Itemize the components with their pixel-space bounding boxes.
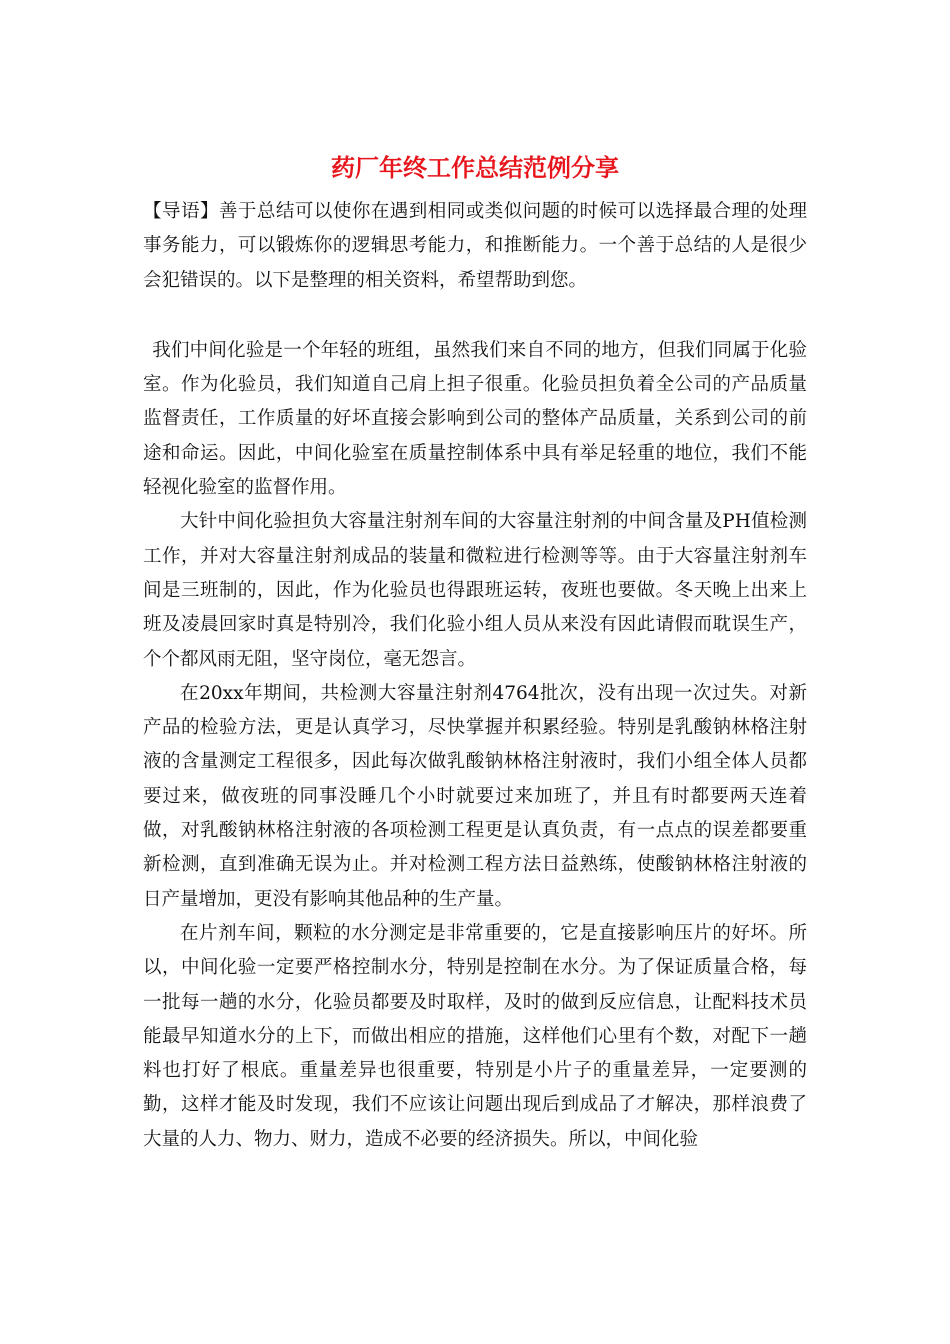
document-title: 药厂年终工作总结范例分享 [331,153,619,182]
intro-paragraph: 【导语】善于总结可以使你在遇到相同或类似问题的时候可以选择最合理的处理事务能力，可以锻炼你的逻辑思考能力，和推断能力。一个善于总结的人是很少会犯错误的。以下是整理的相关资料，希望帮助到您。 [143,201,807,291]
body-paragraph-4: 在片剂车间，颗粒的水分测定是非常重要的，它是直接影响压片的好坏。所以，中间化验一定要严格控制水分，特别是控制在水分。为了保证质量合格，每一批每一趟的水分，化验员都要及时取样，及时的做到反应信息，让配料技术员能最早知道水分的上下，而做出相应的措施，这样他们心里有个数，对配下一趟料也打好了根底。重量差异也很重要，特别是小片子的重量差异，一定要测的勤，这样才能及时发现，我们不应该让问题出现后到成品了才解决，那样浪费了大量的人力、物力、财力，造成不必要的经济损失。所以，中间化验 [143,922,807,1150]
body-paragraph-1: 我们中间化验是一个年轻的班组，虽然我们来自不同的地方，但我们同属于化验室。作为化验员，我们知道自己肩上担子很重。化验员担负着全公司的产品质量监督责任，工作质量的好坏直接会影响到公司的整体产品质量，关系到公司的前途和命运。因此，中间化验室在质量控制体系中具有举足轻重的地位，我们不能轻视化验室的监督作用。 [143,339,807,499]
body-paragraph-3: 在20xx年期间，共检测大容量注射剂4764批次，没有出现一次过失。对新产品的检验方法，更是认真学习，尽快掌握并积累经验。特别是乳酸钠林格注射液的含量测定工程很多，因此每次做乳酸钠林格注射液时，我们小组全体人员都要过来，做夜班的同事没睡几个小时就要过来加班了，并且有时都要两天连着做，对乳酸钠林格注射液的各项检测工程更是认真负责，有一点点的误差都要重新检测，直到准确无误为止。并对检测工程方法日益熟练，使酸钠林格注射液的日产量增加，更没有影响其他品种的生产量。 [143,682,807,910]
body-paragraph-2: 大针中间化验担负大容量注射剂车间的大容量注射剂的中间含量及PH值检测工作，并对大容量注射剂成品的装量和微粒进行检测等等。由于大容量注射剂车间是三班制的，因此，作为化验员也得跟班运转，夜班也要做。冬天晚上出来上班及凌晨回家时真是特别冷，我们化验小组人员从来没有因此请假而耽误生产，个个都风雨无阻，坚守岗位，毫无怨言。 [143,511,807,670]
paragraph-gap [143,298,807,334]
document-body [143,195,807,1157]
